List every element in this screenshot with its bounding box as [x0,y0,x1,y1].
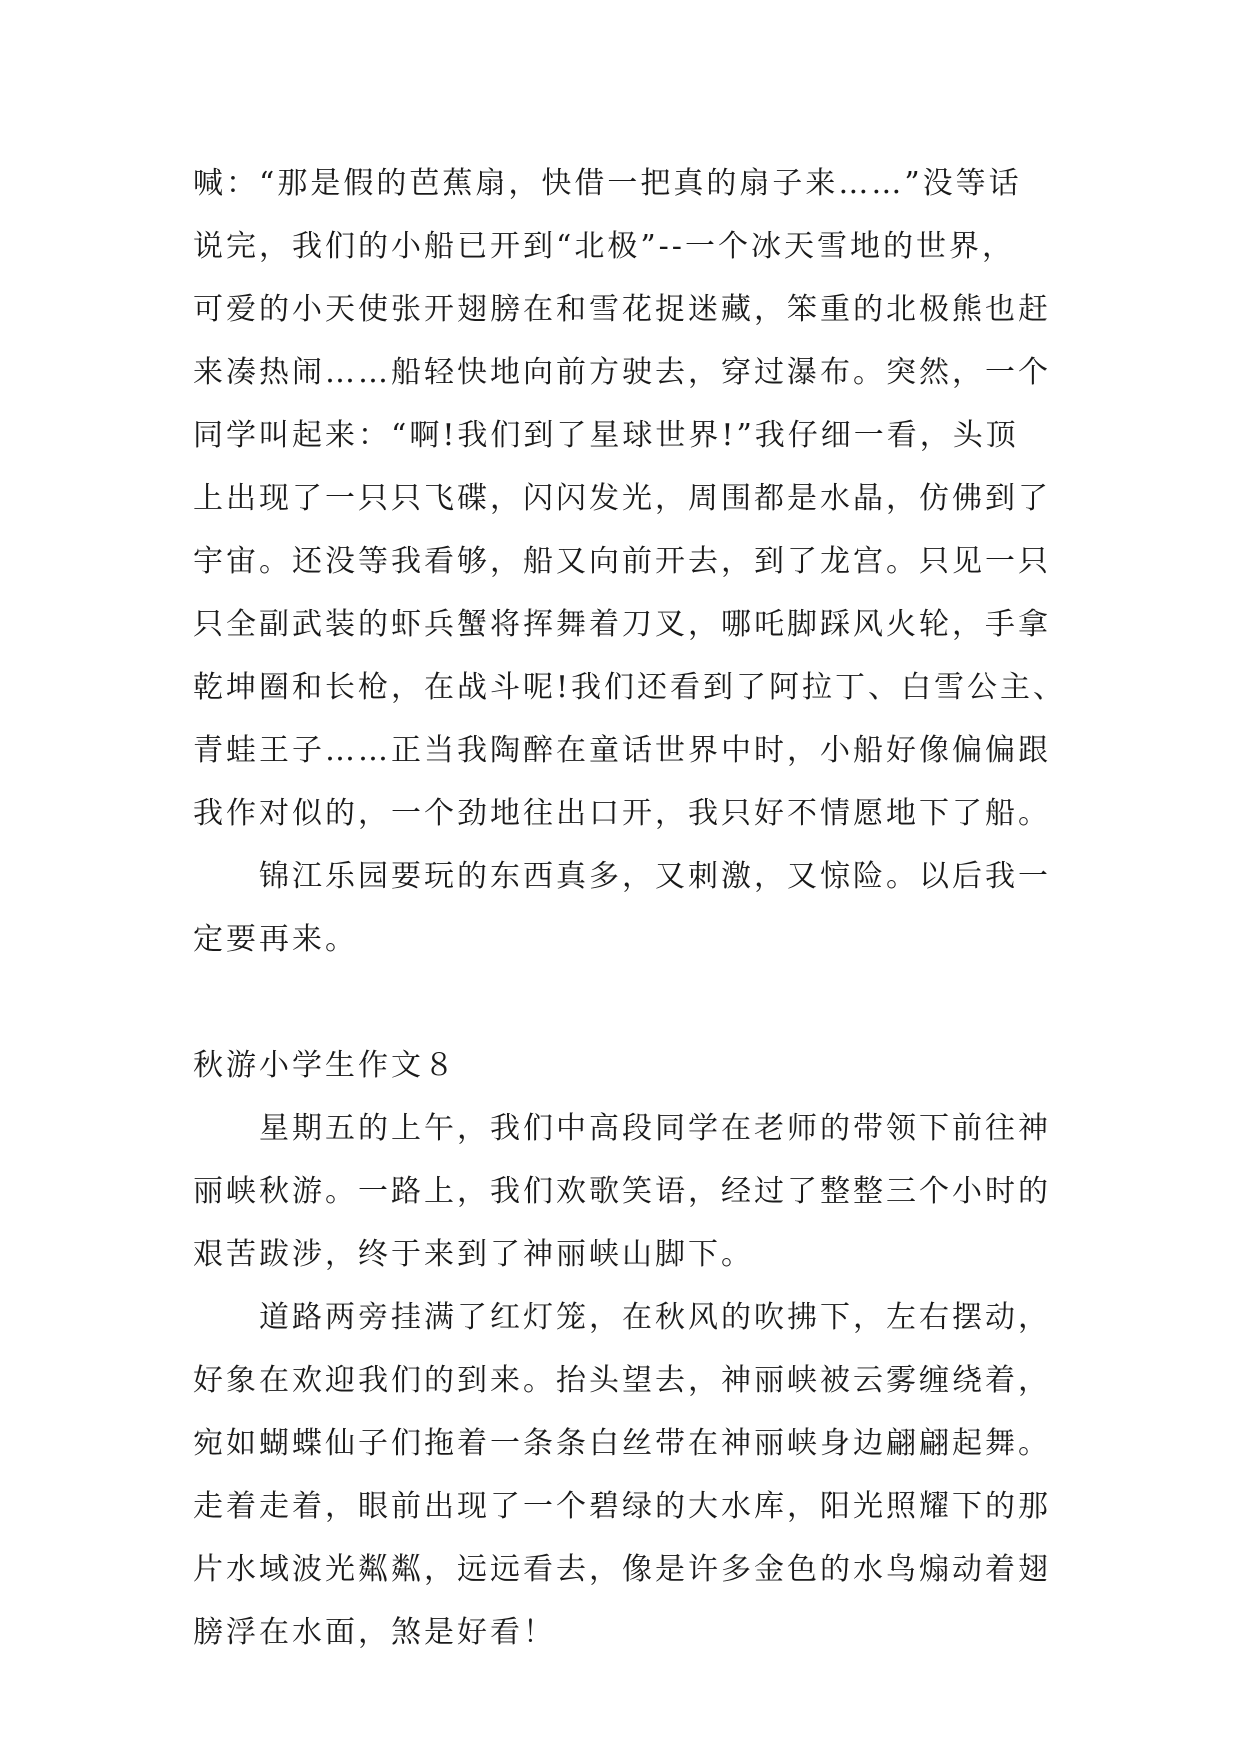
text-line: 乾坤圈和长枪，在战斗呢!我们还看到了阿拉丁、白雪公主、 [193,670,1067,705]
text-line: 说完，我们的小船已开到“北极”--一个冰天雪地的世界， [193,229,1015,264]
text-line: 宇宙。还没等我看够，船又向前开去，到了龙宫。只见一只 [193,544,1051,579]
text-line: 膀浮在水面，煞是好看！ [193,1615,556,1650]
text-line: 定要再来。 [193,922,358,957]
paragraph-scenery [193,1286,1053,1664]
text-line: 道路两旁挂满了红灯笼，在秋风的吹拂下，左右摆动， [259,1300,1051,1335]
text-line: 星期五的上午，我们中高段同学在老师的带领下前往神 [259,1111,1051,1146]
text-line: 片水域波光粼粼，远远看去，像是许多金色的水鸟煽动着翅 [193,1552,1051,1587]
essay-heading: 秋游小学生作文８ [193,1048,457,1083]
text-line: 锦江乐园要玩的东西真多，又刺激，又惊险。以后我一 [259,859,1051,894]
text-line: 宛如蝴蝶仙子们拖着一条条白丝带在神丽峡身边翩翩起舞。 [193,1426,1051,1461]
text-line: 同学叫起来：“啊!我们到了星球世界!”我仔细一看，头顶 [193,418,1019,453]
text-line: 只全副武装的虾兵蟹将挥舞着刀叉，哪吒脚踩风火轮，手拿 [193,607,1051,642]
text-line: 艰苦跋涉，终于来到了神丽峡山脚下。 [193,1237,754,1272]
text-line: 喊：“那是假的芭蕉扇，快借一把真的扇子来……”没等话 [193,166,1022,201]
text-line: 青蛙王子……正当我陶醉在童话世界中时，小船好像偏偏跟 [193,733,1051,768]
text-line: 来凑热闹……船轻快地向前方驶去，穿过瀑布。突然，一个 [193,355,1051,390]
text-line: 上出现了一只只飞碟，闪闪发光，周围都是水晶，仿佛到了 [193,481,1051,516]
paragraph-conclusion [193,845,1053,971]
text-line: 好象在欢迎我们的到来。抬头望去，神丽峡被云雾缠绕着， [193,1363,1051,1398]
document-body [193,152,1067,1664]
text-line: 我作对似的，一个劲地往出口开，我只好不情愿地下了船。 [193,796,1051,831]
paragraph-continued [193,152,1067,845]
text-line: 可爱的小天使张开翅膀在和雪花捉迷藏，笨重的北极熊也赶 [193,292,1051,327]
text-line: 走着走着，眼前出现了一个碧绿的大水库，阳光照耀下的那 [193,1489,1051,1524]
text-line: 丽峡秋游。一路上，我们欢歌笑语，经过了整整三个小时的 [193,1174,1051,1209]
paragraph-intro [193,1097,1053,1286]
